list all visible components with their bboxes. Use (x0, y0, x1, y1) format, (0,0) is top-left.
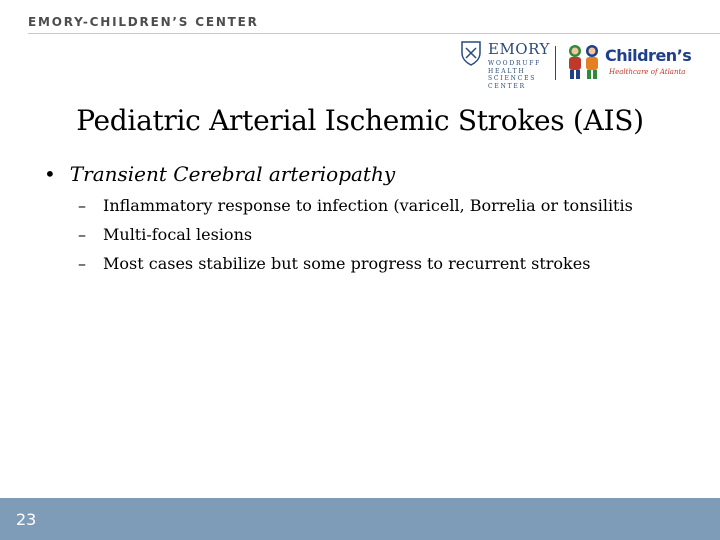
sub-item (78, 254, 590, 273)
emory-sub-line: CENTER (488, 82, 526, 90)
emory-wordmark: EMORY (488, 40, 550, 58)
sub-item-dash: – (78, 196, 86, 215)
childrens-logo (563, 42, 703, 82)
emory-sub-line: WOODRUFF (488, 60, 542, 67)
childrens-tagline: Healthcare of Atlanta (609, 68, 686, 76)
emory-sub-line: SCIENCES (488, 75, 537, 82)
slide-title: Pediatric Arterial Ischemic Strokes (AIS) (76, 104, 644, 137)
emory-shield-icon (460, 40, 482, 66)
sub-item-text: Inflammatory response to infection (varicell, Borrelia or tonsilitis (103, 196, 633, 215)
childrens-wordmark: Children’s (605, 46, 692, 65)
emory-logo (460, 40, 550, 92)
emory-sub-line: HEALTH (488, 67, 526, 75)
bullet-dot: • (44, 162, 56, 186)
sub-item-dash: – (78, 254, 86, 273)
sub-item-text: Multi-focal lesions (103, 225, 253, 244)
sub-item-dash: – (78, 225, 86, 244)
childrens-kids-icon (563, 42, 605, 82)
header-label: EMORY-CHILDREN’S CENTER (28, 15, 259, 29)
sub-item-text: Most cases stabilize but some progress to recurrent strokes (103, 254, 591, 273)
logo-divider (555, 46, 556, 80)
bullet-text: Transient Cerebral arteriopathy (69, 162, 396, 186)
sub-item (78, 225, 252, 244)
footer-bar (0, 498, 720, 540)
slide-number: 23 (16, 510, 37, 529)
header-rule (28, 33, 720, 34)
bullet-item (44, 162, 395, 186)
sub-item (78, 196, 633, 215)
emory-subtitle (488, 60, 541, 90)
